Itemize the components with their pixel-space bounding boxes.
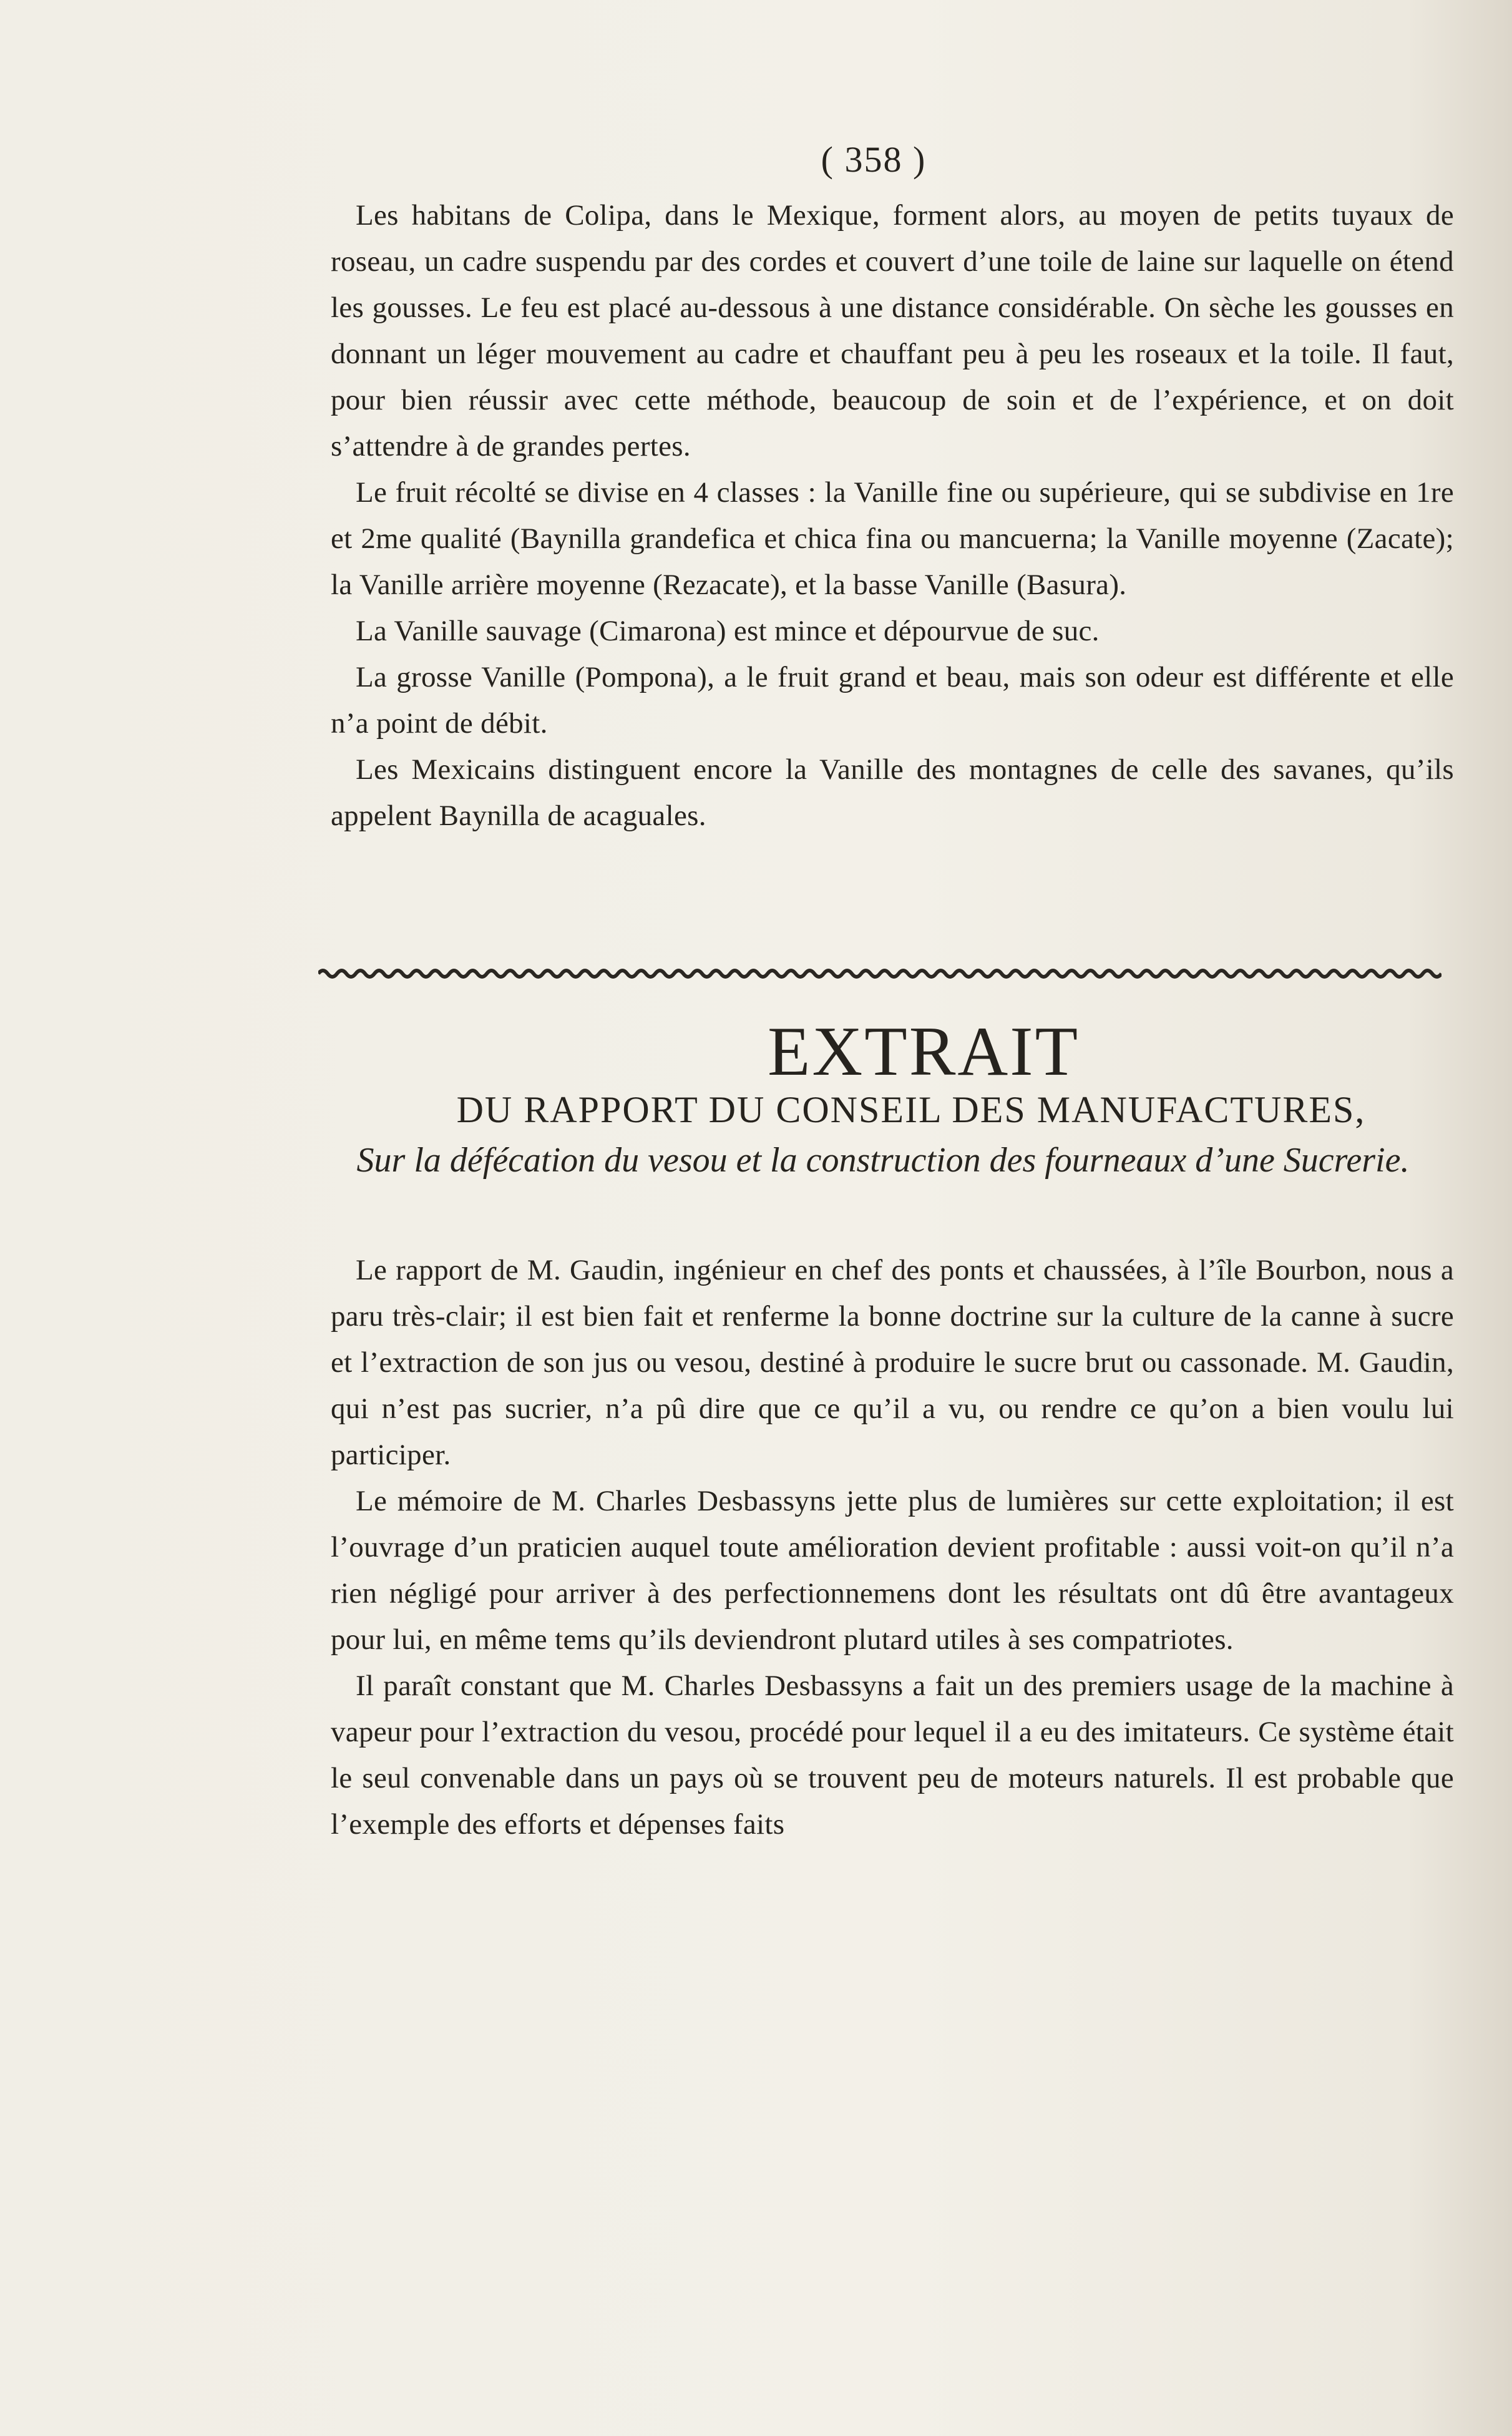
page-number: ( 358 ) (821, 139, 927, 180)
section-title: EXTRAIT (767, 1013, 1080, 1090)
paragraph-gaudin: Le rapport de M. Gaudin, ingénieur en chef des ponts et chaussées, à l’île Bourbon, nous a paru très-clair; il est bien fait et renferme la bonne doctrine sur la culture de la canne à sucre et l’extraction de son jus ou vesou, destiné à produire le sucre brut ou cassonade. M. Gaudin, qui n’est pas sucrier, n’a pû dire que ce qu’il a vu, ou rendre ce qu’on a bien voulu lui participer. (331, 1254, 1454, 1471)
decorative-wavy-rule (318, 966, 1441, 982)
paragraph-pompona: La grosse Vanille (Pompona), a le fruit grand et beau, mais son odeur est différente et elle n’a point de débit. (331, 661, 1454, 740)
paragraph-classes: Le fruit récolté se divise en 4 classes : la Vanille fine ou supérieure, qui se subdivise en 1re et 2me qualité (Baynilla grandefica et chica fina ou mancuerna; la Vanille moyenne (Zacate); la Vanille arrière moyenne (Rezacate), et la basse Vanille (Basura). (331, 476, 1454, 601)
paragraph-machine-vapeur: Il paraît constant que M. Charles Desbassyns a fait un des premiers usage de la machine à vapeur pour l’extraction du vesou, procédé pour lequel il a eu des imitateurs. Ce système était le seul convenable dans un pays où se trouvent peu de moteurs naturels. Il est probable que l’exemple des efforts et dépenses faits (331, 1670, 1454, 1841)
section-subject: Sur la défécation du vesou et la construction des fourneaux d’une Sucrerie. (356, 1141, 1410, 1180)
paragraph-desbassyns-memoire: Le mémoire de M. Charles Desbassyns jette plus de lumières sur cette exploitation; il est l’ouvrage d’un praticien auquel toute amélioration devient profitable : aussi voit-on qu’il n’a rien négligé pour arriver à des perfectionnemens dont les résultats ont dû être avantageux pour lui, en même tems qu’ils deviendront plutard utiles à ses compatriotes. (331, 1485, 1454, 1656)
paragraph-colipa: Les habitans de Colipa, dans le Mexique, forment alors, au moyen de petits tuyaux de roseau, un cadre suspendu par des cordes et couvert d’une toile de laine sur laquelle on étend les gousses. Le feu est placé au-dessous à une distance considérable. On sèche les gousses en donnant un léger mouvement au cadre et chauffant peu à peu les roseaux et la toile. Il faut, pour bien réussir avec cette méthode, beaucoup de soin et de l’expérience, et on doit s’attendre à de grandes pertes. (331, 199, 1454, 462)
section-subtitle: DU RAPPORT DU CONSEIL DES MANUFACTURES, (456, 1089, 1366, 1130)
paragraph-montagnes: Les Mexicains distinguent encore la Vanille des montagnes de celle des savanes, qu’ils appelent Baynilla de acaguales. (331, 753, 1454, 832)
vanilla-section (331, 192, 1454, 839)
report-section (331, 1247, 1454, 1847)
paragraph-cimarona: La Vanille sauvage (Cimarona) est mince et dépourvue de suc. (356, 615, 1100, 647)
